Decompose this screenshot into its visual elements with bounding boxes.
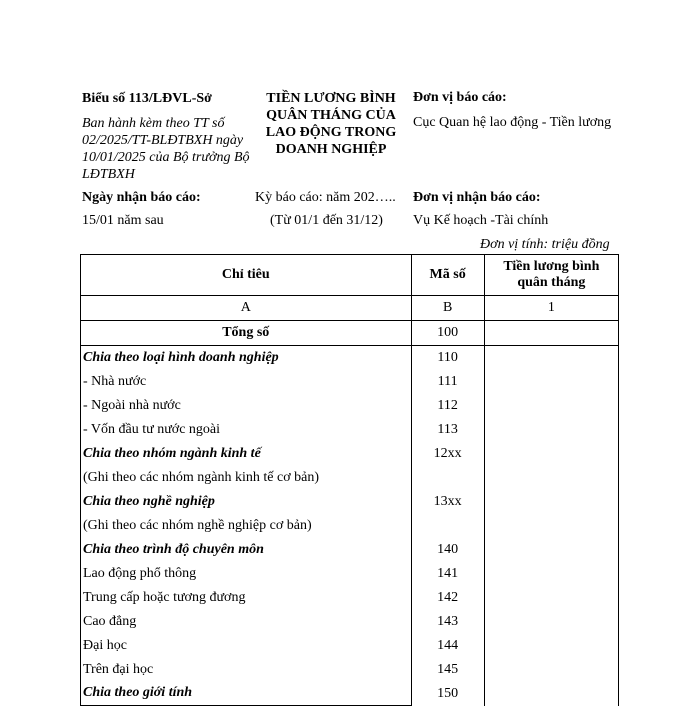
row-code: 111 [411, 370, 484, 394]
row-label: - Ngoài nhà nước [81, 394, 412, 418]
row-value [484, 682, 618, 706]
table-body [81, 346, 619, 706]
row-label: (Ghi theo các nhóm nghề nghiệp cơ bản) [81, 514, 412, 538]
table-row [81, 490, 619, 514]
row-value [484, 538, 618, 562]
row-code: 12xx [411, 442, 484, 466]
receiving-unit-value: Vụ Kế hoạch -Tài chính [413, 213, 549, 228]
row-value [484, 466, 618, 490]
row-value [484, 394, 618, 418]
received-date-label: Ngày nhận báo cáo: [82, 190, 201, 205]
row-value [484, 610, 618, 634]
row-label: (Ghi theo các nhóm ngành kinh tế cơ bản) [81, 466, 412, 490]
row-label: Chia theo nghề nghiệp [81, 490, 412, 514]
table-row [81, 442, 619, 466]
received-date-value: 15/01 năm sau [82, 213, 164, 228]
table-row [81, 634, 619, 658]
row-value [484, 442, 618, 466]
table-row [81, 394, 619, 418]
row-value [484, 562, 618, 586]
table-row [81, 562, 619, 586]
table-row [81, 538, 619, 562]
header-left [82, 90, 252, 183]
row-code: 13xx [411, 490, 484, 514]
total-row [81, 321, 619, 346]
column-letter-a: A [81, 296, 412, 321]
column-letter-1: 1 [484, 296, 618, 321]
row-code: 143 [411, 610, 484, 634]
table-row [81, 418, 619, 442]
report-period-label: Kỳ báo cáo: năm 202….. [255, 190, 396, 205]
row-value [484, 490, 618, 514]
form-code: Biểu số 113/LĐVL-Sở [82, 91, 212, 106]
header-indicator: Chỉ tiêu [81, 255, 412, 296]
row-code [411, 466, 484, 490]
unit-note: Đơn vị tính: triệu đồng [480, 237, 610, 252]
row-label: Đại học [81, 634, 412, 658]
form-title: TIỀN LƯƠNG BÌNH QUÂN THÁNG CỦA LAO ĐỘNG TRONG DOANH NGHIỆP [265, 91, 397, 157]
total-code: 100 [411, 321, 484, 346]
row-value [484, 634, 618, 658]
row-code: 144 [411, 634, 484, 658]
row-label: Trung cấp hoặc tương đương [81, 586, 412, 610]
header-center [252, 90, 410, 158]
row-code: 150 [411, 682, 484, 706]
row-code: 145 [411, 658, 484, 682]
table-row [81, 370, 619, 394]
table-row [81, 466, 619, 490]
row-label: Lao động phổ thông [81, 562, 412, 586]
row-code: 112 [411, 394, 484, 418]
row-label: Trên đại học [81, 658, 412, 682]
row-label: Chia theo loại hình doanh nghiệp [81, 346, 412, 370]
row-code: 140 [411, 538, 484, 562]
row-label: Cao đẳng [81, 610, 412, 634]
row-label: - Vốn đầu tư nước ngoài [81, 418, 412, 442]
row-value [484, 514, 618, 538]
row-code: 113 [411, 418, 484, 442]
receiving-unit-label: Đơn vị nhận báo cáo: [413, 190, 541, 205]
row-value [484, 370, 618, 394]
header-avg-wage: Tiền lương bình quân tháng [484, 255, 618, 296]
header-code: Mã số [411, 255, 484, 296]
reporting-unit-value: Cục Quan hệ lao động - Tiền lương [413, 115, 612, 130]
reporting-unit-label: Đơn vị báo cáo: [413, 90, 507, 105]
issued-note: Ban hành kèm theo TT số 02/2025/TT-BLĐTBXH ngày 10/01/2025 của Bộ trưởng Bộ LĐTBXH [82, 116, 250, 182]
total-label: Tổng số [81, 321, 412, 346]
column-letters-row [81, 296, 619, 321]
table-row [81, 658, 619, 682]
table-row [81, 346, 619, 370]
row-label: Chia theo trình độ chuyên môn [81, 538, 412, 562]
row-label: Chia theo giới tính [81, 682, 412, 706]
row-value [484, 658, 618, 682]
table-row [81, 514, 619, 538]
row-label: - Nhà nước [81, 370, 412, 394]
table-row [81, 586, 619, 610]
row-code: 110 [411, 346, 484, 370]
total-value [484, 321, 618, 346]
row-code: 142 [411, 586, 484, 610]
table-row [81, 682, 619, 706]
report-table [80, 254, 619, 706]
row-code: 141 [411, 562, 484, 586]
row-value [484, 586, 618, 610]
row-value [484, 418, 618, 442]
header-right [413, 90, 613, 131]
row-code [411, 514, 484, 538]
table-header-row [81, 255, 619, 296]
row-label: Chia theo nhóm ngành kinh tế [81, 442, 412, 466]
row-value [484, 346, 618, 370]
table-row [81, 610, 619, 634]
column-letter-b: B [411, 296, 484, 321]
report-period-range: (Từ 01/1 đến 31/12) [270, 213, 383, 228]
